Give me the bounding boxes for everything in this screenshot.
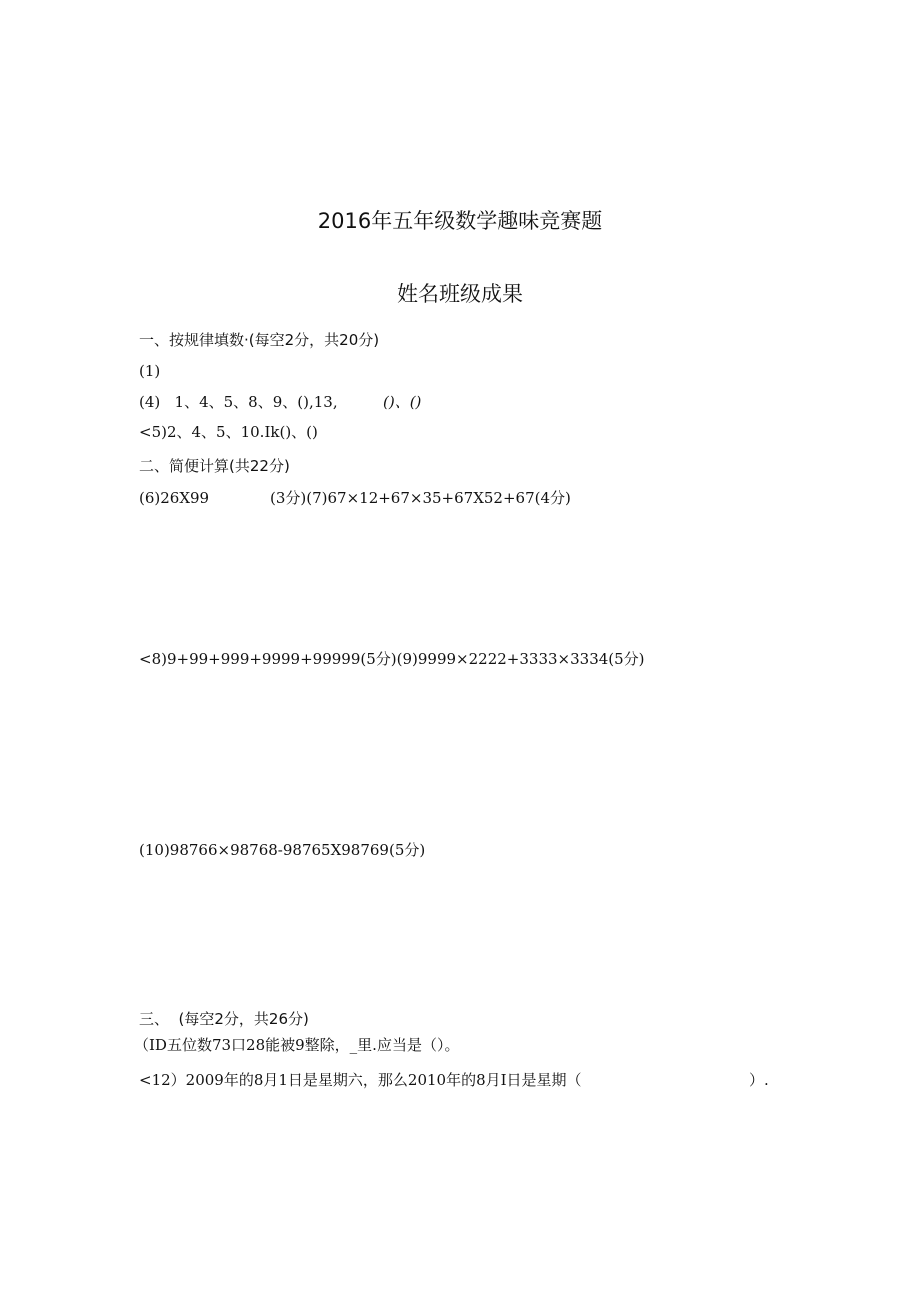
question-4-blanks: ()、() [383,393,422,411]
section-1-heading: 一、按规律填数·(每空2分，共20分) [139,331,380,349]
question-12-end: ）. [749,1071,769,1089]
question-1: (1) [139,362,161,380]
section-3-heading: 三、 (每空2分，共26分) [139,1010,309,1028]
page-title: 2016年五年级数学趣味竞赛题 [317,209,603,233]
question-10: (10)98766×98768-98765X98769(5分) [139,841,426,859]
section-2-heading: 二、简便计算(共22分) [139,457,290,475]
question-5: <5)2、4、5、10.Ik()、() [139,423,318,441]
question-12: <12）2009年的8月1日是星期六，那么2010年的8月I日是星期（ [139,1071,582,1089]
question-7: (3分)(7)67×12+67×35+67X52+67(4分) [270,489,571,507]
question-6: (6)26X99 [139,489,210,507]
question-4: (4) 1、4、5、8、9、(),13, [139,393,338,411]
question-11: （ID五位数73口28能被9整除，_里.应当是（）。 [134,1036,460,1054]
page-subtitle: 姓名班级成果 [397,282,523,306]
question-8-9: <8)9+99+999+9999+99999(5分)(9)9999×2222+3333×3334(5分) [139,650,645,668]
